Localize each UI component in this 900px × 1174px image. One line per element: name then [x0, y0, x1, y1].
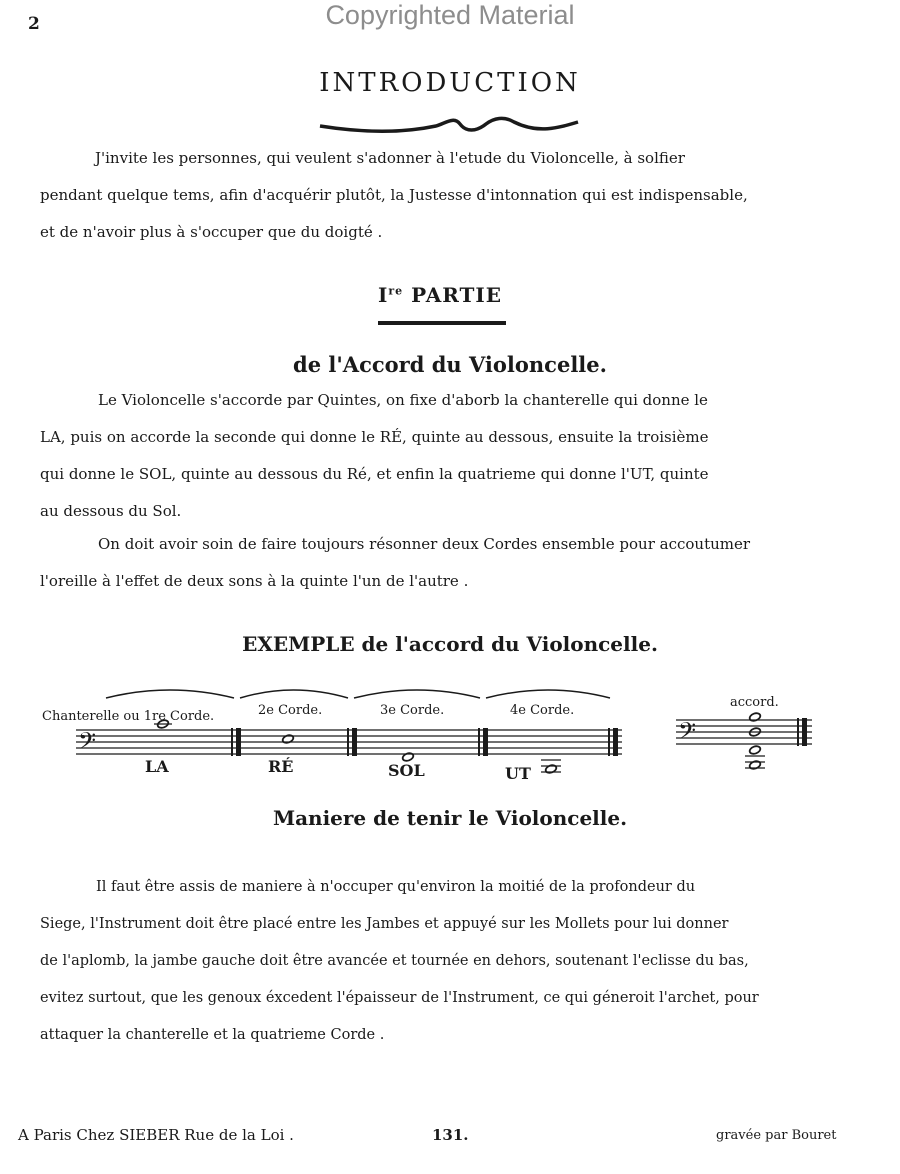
text-line: qui donne le SOL, quinte au dessous du Ré, et enfin la quatrieme qui donne l'UT, quinte — [40, 465, 709, 483]
text-line: l'oreille à l'effet de deux sons à la quinte l'un de l'autre . — [40, 572, 469, 590]
tuning-example-staff — [0, 680, 900, 790]
staff-lines-chord — [676, 720, 812, 768]
engraver-credit: gravée par Bouret — [716, 1128, 837, 1143]
string-4-label: 4e Corde. — [510, 703, 575, 718]
string-label — [42, 703, 574, 724]
note-name-la: LA — [145, 757, 169, 776]
text-line: LA, puis on accorde la seconde qui donne le RÉ, quinte au dessous, ensuite la troisième — [40, 428, 709, 446]
text-line: attaquer la chanterelle et la quatrieme Corde . — [40, 1027, 385, 1043]
accord-title: de l'Accord du Violoncelle. — [293, 352, 607, 377]
partie-superscript: re — [388, 284, 404, 298]
string-3-label: 3e Corde. — [380, 703, 445, 718]
text-line: de l'aplomb, la jambe gauche doit être avancée et tournée en dehors, soutenant l'eclisse du bas, — [40, 953, 749, 969]
intro-paragraph — [40, 140, 870, 251]
ornamental-flourish-icon — [318, 110, 580, 138]
text-line: J'invite les personnes, qui veulent s'adonner à l'etude du Violoncelle, à solfier — [95, 149, 685, 167]
text-line: Siege, l'Instrument doit être placé entre les Jambes et appuyé sur les Mollets pour lui donner — [40, 916, 729, 932]
string-2-label: 2e Corde. — [258, 703, 323, 718]
partie-number: I — [378, 283, 389, 307]
watermark: Copyrighted Material — [325, 0, 575, 30]
heading-underline — [378, 321, 506, 325]
example-title: EXEMPLE de l'accord du Violoncelle. — [242, 632, 658, 656]
string-slur — [106, 690, 610, 698]
tenir-title: Maniere de tenir le Violoncelle. — [272, 806, 628, 830]
double-barline — [797, 718, 799, 746]
text-line: et de n'avoir plus à s'occuper que du doigté . — [40, 223, 383, 241]
bass-clef-icon: 𝄢 — [678, 717, 697, 750]
text-line: Il faut être assis de maniere à n'occuper qu'environ la moitié de la profondeur du — [96, 879, 696, 895]
partie-heading — [0, 283, 880, 307]
double-barline — [802, 718, 807, 746]
intro-title: INTRODUCTION — [319, 68, 581, 98]
bass-clef-icon: 𝄢 — [78, 727, 97, 760]
chord-label: accord. — [730, 695, 779, 710]
tenir-paragraph — [40, 869, 870, 1054]
note-name-re: RÉ — [268, 757, 294, 776]
chord-example — [676, 695, 812, 770]
partie-label: PARTIE — [411, 283, 502, 307]
note-name-sol: SOL — [388, 761, 425, 780]
text-line: evitez surtout, que les genoux éxcedent l'épaisseur de l'Instrument, ce qui géneroit l'archet, pour — [40, 990, 759, 1006]
text-line: On doit avoir soin de faire toujours résonner deux Cordes ensemble pour accoutumer — [98, 535, 751, 553]
publisher-imprint: A Paris Chez SIEBER Rue de la Loi . — [18, 1126, 294, 1144]
plate-number: 131. — [432, 1126, 469, 1144]
page-number: 2 — [28, 14, 40, 34]
text-line: Le Violoncelle s'accorde par Quintes, on fixe d'aborb la chanterelle qui donne le — [98, 391, 708, 409]
text-line: au dessous du Sol. — [40, 502, 182, 520]
accord-paragraph-1 — [40, 382, 870, 530]
string-1-label: Chanterelle ou 1re Corde. — [42, 709, 215, 724]
note-name-ut: UT — [505, 764, 531, 783]
accord-paragraph-2 — [40, 526, 870, 600]
note-name — [145, 756, 531, 783]
text-line: pendant quelque tems, afin d'acquérir plutôt, la Justesse d'intonnation qui est indispensable, — [40, 186, 748, 204]
